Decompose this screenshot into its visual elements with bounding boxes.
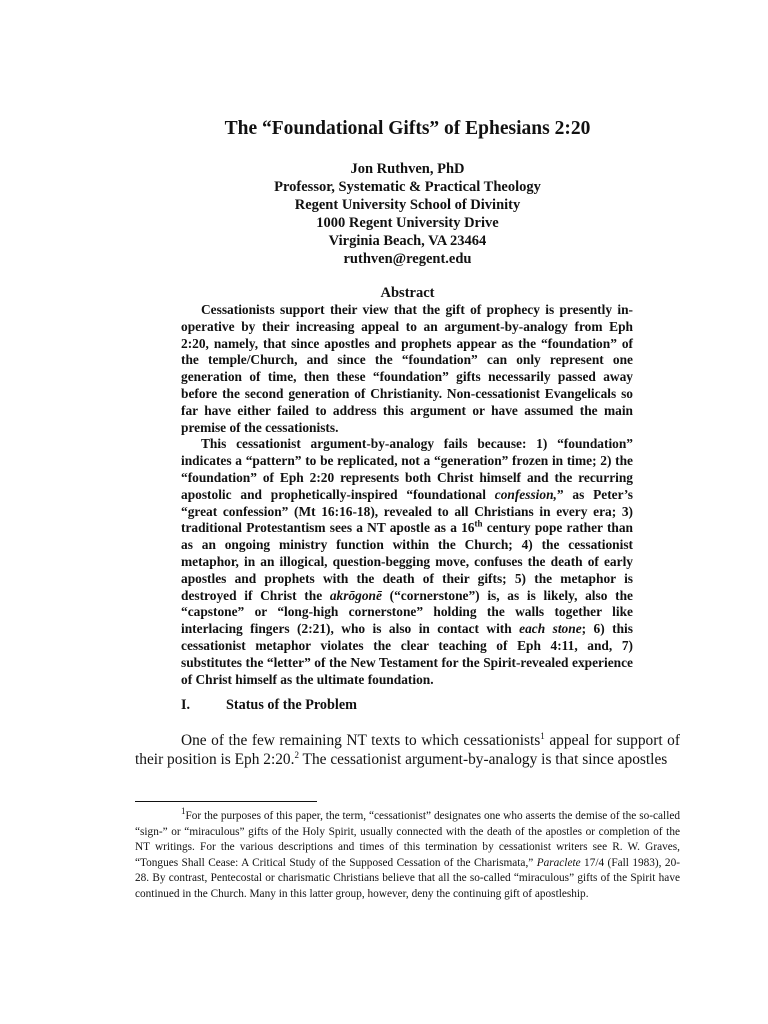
footnote-ref-2[interactable]: 2 bbox=[294, 749, 299, 760]
footnote-separator bbox=[135, 801, 317, 802]
body-text-run: appeal for support of their position is Eph 2:20. bbox=[135, 732, 680, 768]
paper-title: The “Foundational Gifts” of Ephesians 2:20 bbox=[224, 118, 591, 139]
abstract-paragraph-2 bbox=[181, 436, 633, 688]
body-text-run: The cessationist argument-by-analogy is that since apostles bbox=[298, 751, 668, 768]
footnote-text-run: 17/4 (Fall 1983), 20-28. By contrast, Pentecostal or charismatic Christians believe that all the so-called “miraculous” gifts of the Spirit have continued in the Church. Many in this latter group, however, deny the continuing gift of apostleship. bbox=[135, 856, 680, 900]
author-city: Virginia Beach, VA 23464 bbox=[328, 233, 487, 249]
author-name: Jon Ruthven, PhD bbox=[350, 161, 465, 177]
footnote-paragraph bbox=[135, 806, 680, 903]
author-email: ruthven@regent.edu bbox=[343, 251, 472, 267]
footnote-ref-1[interactable]: 1 bbox=[540, 730, 545, 741]
body-text-run: One of the few remaining NT texts to which cessationists bbox=[181, 732, 541, 749]
author-block bbox=[135, 160, 680, 268]
abstract-p2-text: century pope rather than as an ongoing ministry function within the Church; 4) the cessationist metaphor, in an illogical, question-begging move, confuses the death of early apostles and prophets with the death of their gifts; 5) the metaphor is destroyed if Christ the bbox=[181, 520, 634, 603]
footnote-1 bbox=[135, 806, 680, 903]
abstract-p2-italic: akrōgonē bbox=[329, 587, 382, 603]
footnote-marker: 1 bbox=[181, 806, 186, 817]
abstract-p2-text: ; 6) this cessationist metaphor violates the clear teaching of Eph 4:11, and, 7) substitutes the “letter” of the New Testament for the Spirit-revealed experience of Christ himself as the ultimate foundation. bbox=[181, 621, 633, 687]
abstract-p2-text: This cessationist argument-by-analogy fails because: 1) “foundation” indicates a “pattern” to be replicated, not a “generation” frozen in time; 2) the “foundation” of Eph 2:20 represents both Christ himself and the recurring apostolic and prophetically-inspired “foundational bbox=[181, 436, 633, 502]
author-position: Professor, Systematic & Practical Theology bbox=[274, 179, 541, 195]
abstract-p2-italic: confession, bbox=[494, 486, 557, 502]
ordinal-superscript: th bbox=[474, 518, 483, 529]
body-text bbox=[135, 731, 680, 769]
abstract-body bbox=[181, 302, 633, 688]
footnote-journal: Paraclete bbox=[536, 856, 581, 869]
abstract-p2-italic: each stone bbox=[519, 621, 582, 637]
footnote-text-run: For the purposes of this paper, the term, “cessationist” designates one who asserts the demise of the so-called “sign-” or “miraculous” gifts of the Holy Spirit, usually connected with the death of the apostles or completion of the NT writings. For the various descriptions and times of this termination by cessationist writers see R. W. Graves, “Tongues Shall Cease: A Critical Study of the Supposed Cessation of the Charismata,” bbox=[135, 810, 680, 869]
abstract-p2-text: ” as Peter’s “great confession” (Mt 16:16-18), revealed to all Christians in every era; 3) traditional Protestantism sees a NT apostle as a 16 bbox=[181, 486, 633, 536]
section-number: I. bbox=[181, 697, 191, 713]
abstract-p2-text: (“cornerstone”) is, as is likely, also the “capstone” or “long-high cornerstone” holding the walls together like interlacing fingers (2:21), who is also in contact with bbox=[181, 587, 633, 637]
section-heading bbox=[181, 697, 581, 714]
author-street: 1000 Regent University Drive bbox=[316, 215, 499, 231]
body-paragraph bbox=[135, 731, 680, 769]
section-title: Status of the Problem bbox=[226, 697, 357, 713]
author-school: Regent University School of Divinity bbox=[294, 197, 521, 213]
abstract-heading: Abstract bbox=[380, 285, 435, 301]
abstract-paragraph-1: Cessationists support their view that the gift of prophecy is presently in-operative by their increasing appeal to an argument-by-analogy from Eph 2:20, namely, that since apostles and prophets appear as the “foundation” of the temple/Church, and since the “foundation” can only represent one generation of time, then these “foundation” gifts necessarily passed away before the second generation of Christianity. Non-cessationist Evangelicals so far have either failed to address this argument or have assumed the main premise of the cessationists. bbox=[181, 302, 633, 435]
